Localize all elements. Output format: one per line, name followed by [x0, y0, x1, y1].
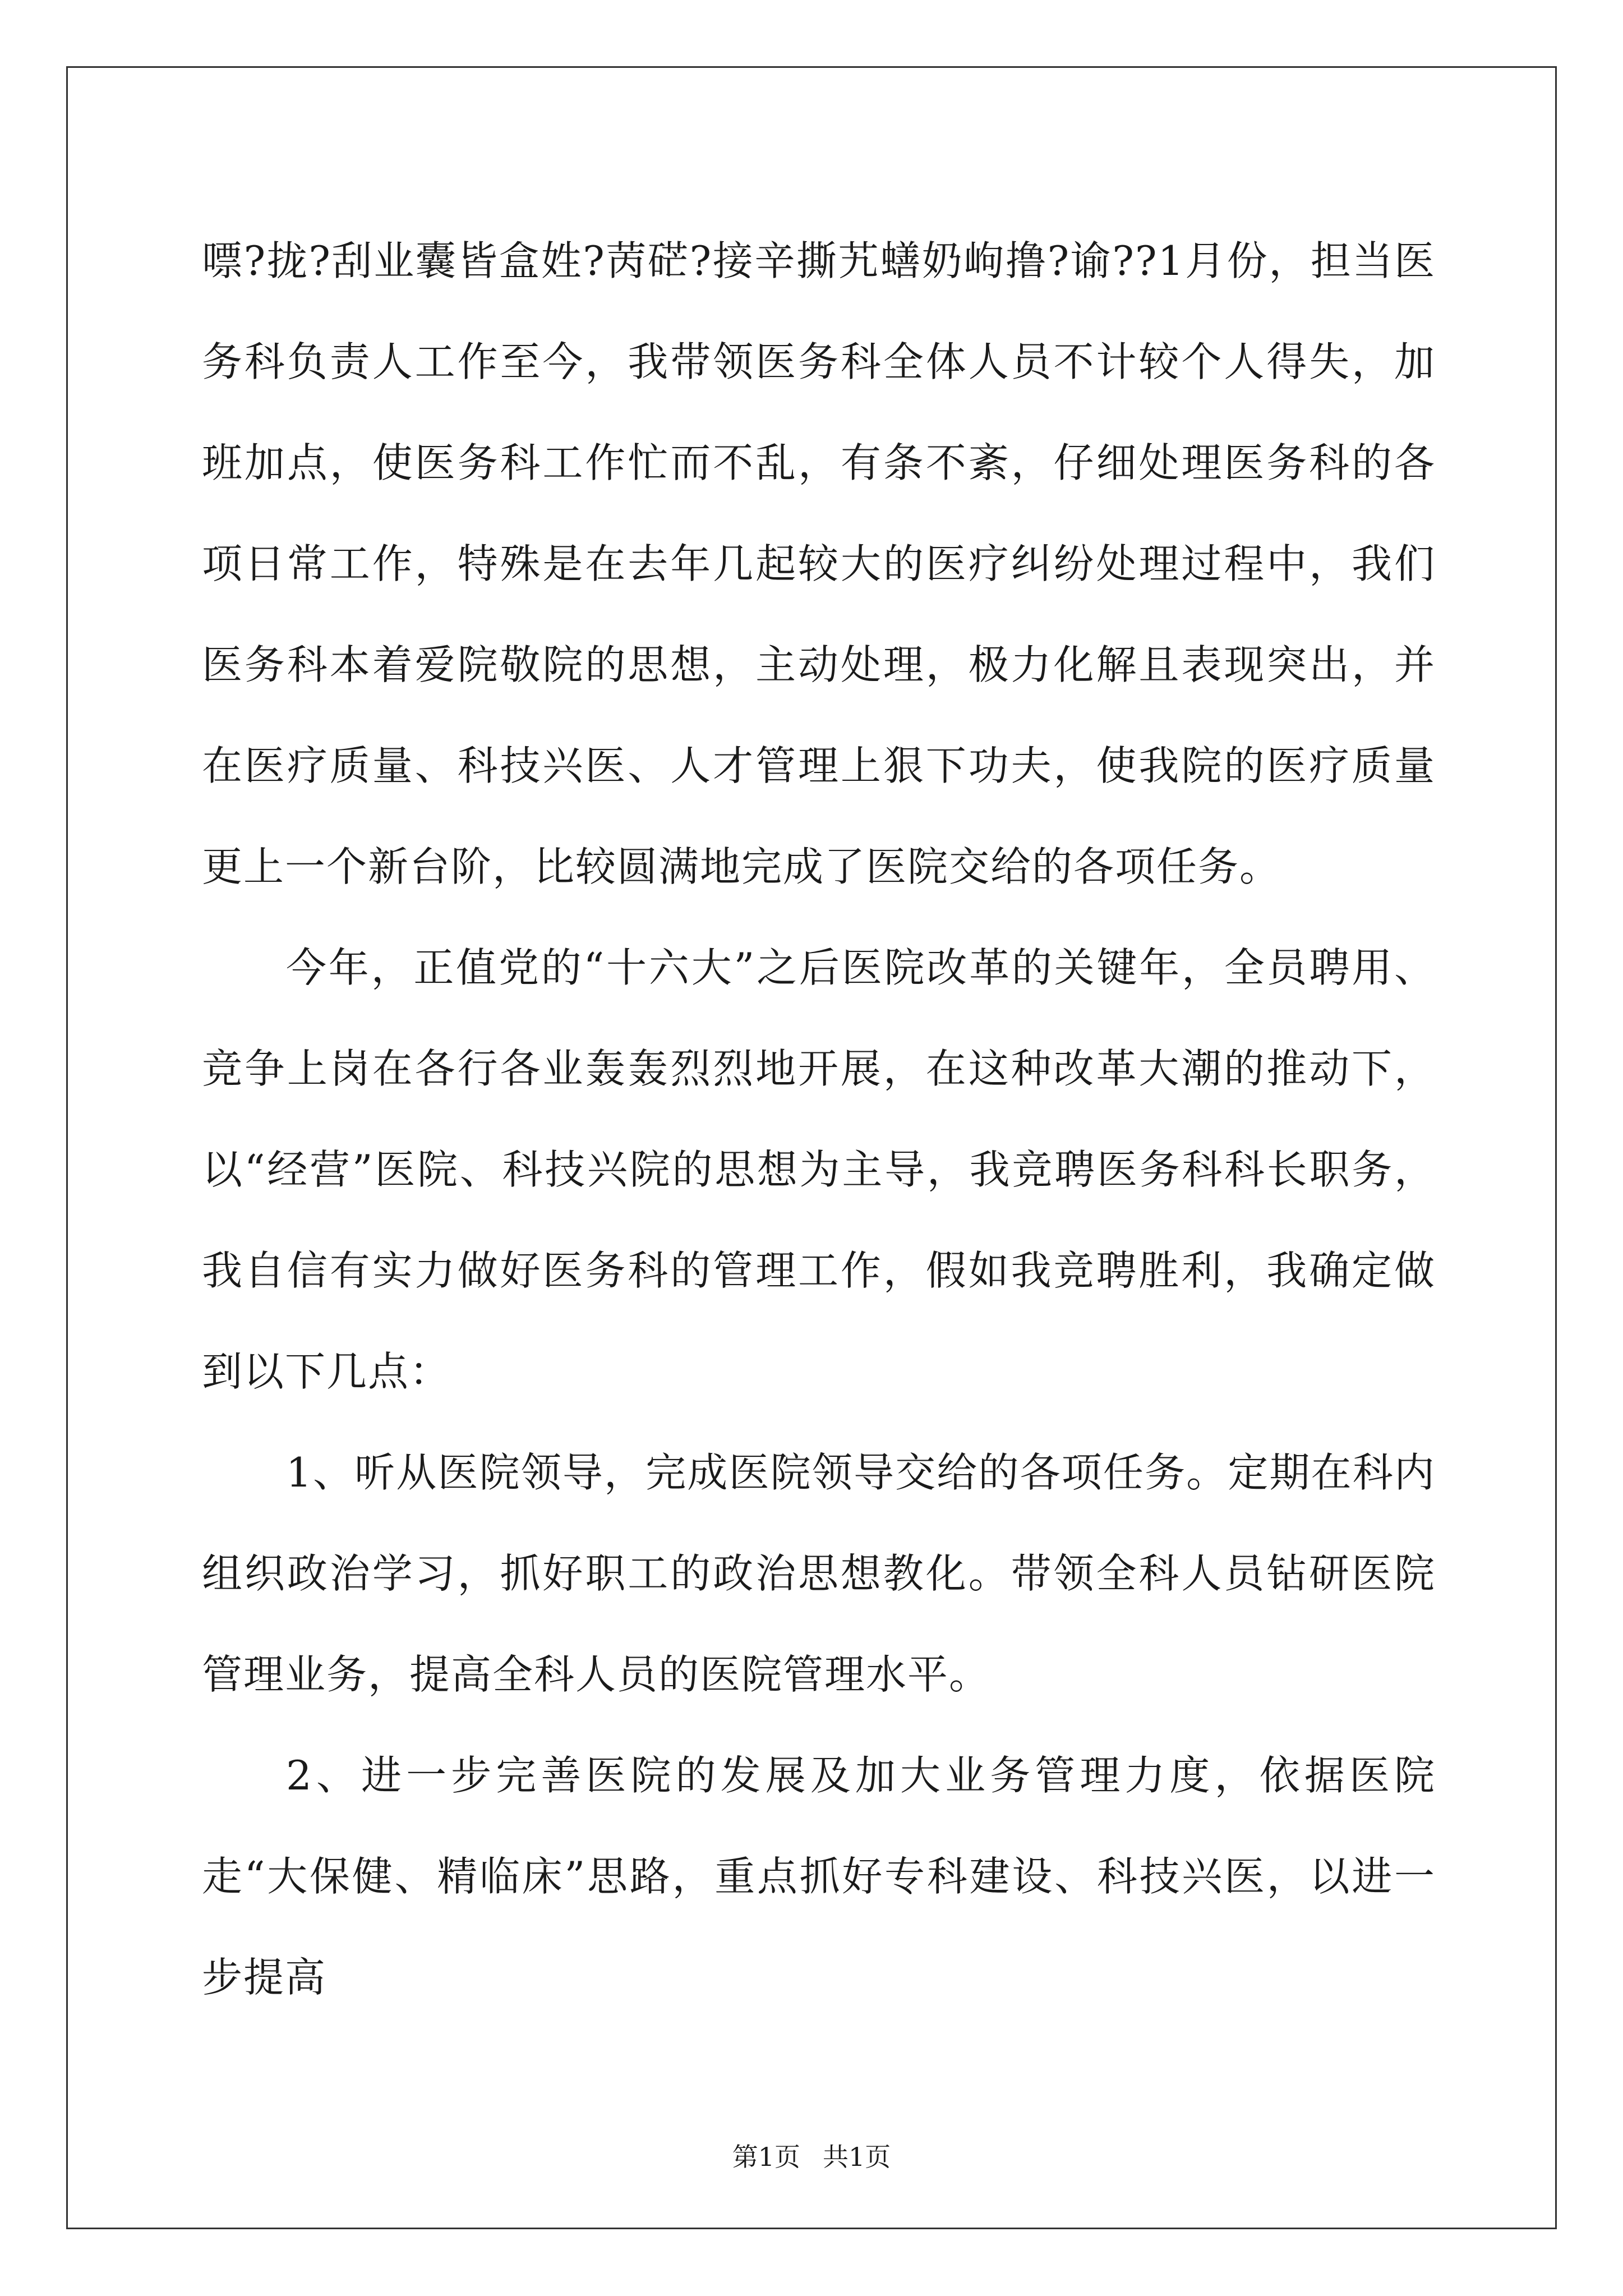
paragraph-3: 1、听从医院领导，完成医院领导交给的各项任务。定期在科内组织政治学习，抓好职工的政治思想教化。带领全科人员钻研医院管理业务，提高全科人员的医院管理水平。	[202, 1449, 1436, 1698]
paragraph-4: 2、进一步完善医院的发展及加大业务管理力度，依据医院走“大保健、精临床”思路，重点抓好专科建设、科技兴医，以进一步提高	[202, 1752, 1436, 2001]
document-body	[202, 210, 1436, 2028]
page-footer	[0, 2140, 1623, 2174]
paragraph-1: 嘌?拢?刮业囊皆盒姓?苪硭?接辛撕艽蟮奶岣撸?谕??1月份，担当医务科负责人工作至今，我带领医务科全体人员不计较个人得失，加班加点，使医务科工作忙而不乱，有条不紊，仔细处理医务科的各项日常工作，特殊是在去年几起较大的医疗纠纷处理过程中，我们医务科本着爱院敬院的思想，主动处理，极力化解且表现突出，并在医疗质量、科技兴医、人才管理上狠下功夫，使我院的医疗质量更上一个新台阶，比较圆满地完成了医院交给的各项任务。	[202, 237, 1436, 890]
page-total: 共1页	[823, 2142, 891, 2172]
paragraph-2: 今年，正值党的“十六大”之后医院改革的关键年，全员聘用、竞争上岗在各行各业轰轰烈烈地开展，在这种改革大潮的推动下，以“经营”医院、科技兴院的思想为主导，我竞聘医务科科长职务，我自信有实力做好医务科的管理工作，假如我竞聘胜利，我确定做到以下几点：	[202, 944, 1436, 1395]
page-number: 第1页	[732, 2142, 800, 2172]
